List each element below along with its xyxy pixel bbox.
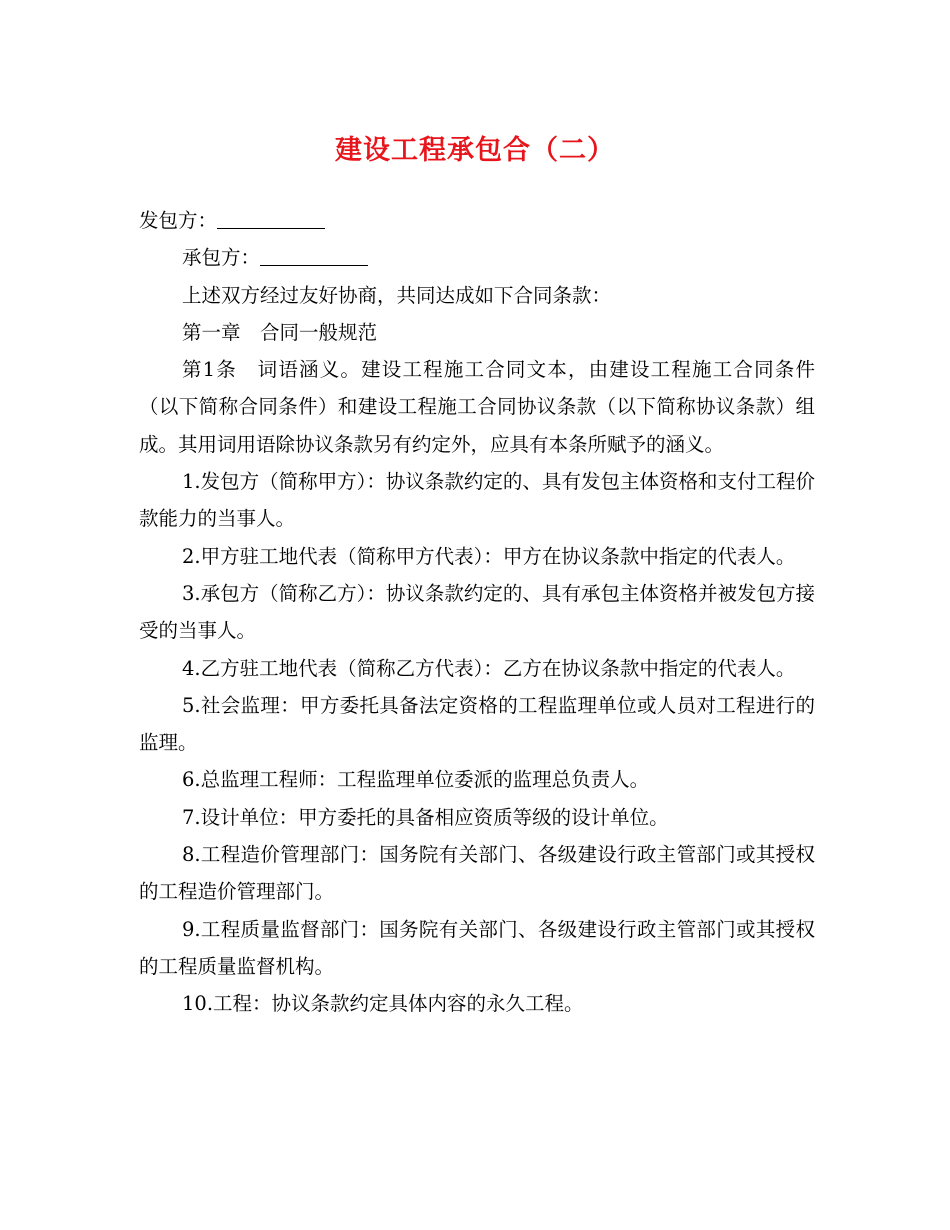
party-a-label: 发包方： [139, 209, 218, 232]
clause-7: 7.设计单位：甲方委托的具备相应资质等级的设计单位。 [182, 805, 669, 829]
clause-2: 2.甲方驻工地代表（简称甲方代表）：甲方在协议条款中指定的代表人。 [182, 544, 796, 568]
clause-9: 9.工程质量监督部门：国务院有关部门、各级建设行政主管部门或其授权的工程质量监督机构。 [139, 917, 815, 978]
party-b-line [139, 239, 815, 276]
clause-1: 1.发包方（简称甲方）：协议条款约定的、具有发包主体资格和支付工程价款能力的当事人。 [139, 470, 815, 531]
clause-8: 8.工程造价管理部门：国务院有关部门、各级建设行政主管部门或其授权的工程造价管理部门。 [139, 843, 815, 904]
document-title: 建设工程承包合（二） [335, 135, 615, 166]
clause-5: 5.社会监理：甲方委托具备法定资格的工程监理单位或人员对工程进行的监理。 [139, 693, 815, 755]
party-a-line [139, 202, 815, 239]
chapter-heading: 第一章 合同一般规范 [182, 320, 378, 344]
clause-6: 6.总监理工程师：工程监理单位委派的监理总负责人。 [182, 768, 650, 792]
party-a-blank [217, 208, 325, 229]
document-body [139, 202, 815, 1023]
party-b-blank [260, 245, 368, 266]
article-1: 第1条 词语涵义。建设工程施工合同文本，由建设工程施工合同条件（以下简称合同条件）和建设工程施工合同协议条款（以下简称协议条款）组成。其用词用语除协议条款另有约定外，应具有本条所赋予的涵义。 [139, 358, 815, 456]
paragraph-intro: 上述双方经过友好协商，共同达成如下合同条款： [182, 283, 612, 307]
clause-4: 4.乙方驻工地代表（简称乙方代表）：乙方在协议条款中指定的代表人。 [182, 656, 796, 680]
party-b-label: 承包方： [182, 246, 261, 270]
clause-10: 10.工程：协议条款约定具体内容的永久工程。 [182, 992, 584, 1016]
clause-3: 3.承包方（简称乙方）：协议条款约定的、具有承包主体资格并被发包方接受的当事人。 [139, 581, 815, 643]
